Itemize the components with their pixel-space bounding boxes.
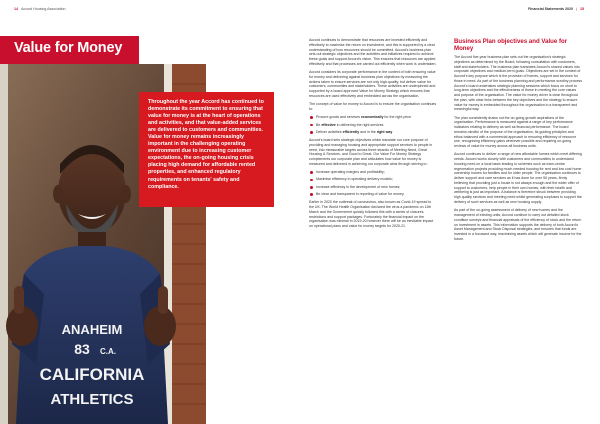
callout-text: Throughout the year Accord has continued to demonstrate its commitment to ensuring that value for money is at the heart of operations and activities, and that value-added services are delivered to customers and communities. Value for money remains increasingly important in the challenging operating environment due to increasing customer expectations, the on-going housing crisis placing high demand for affordable rented properties, and enhanced regulatory requirements on tenants' safety and compliance. — [148, 99, 264, 190]
list-item — [309, 123, 437, 128]
vfm-concept-list — [309, 115, 437, 134]
section-heading: Business Plan objectives and Value for Money — [454, 38, 568, 52]
header-left — [14, 7, 66, 11]
bullet-text: Procure goods and services — [316, 115, 361, 120]
bullet-text: Increase efficiency in the development of new homes; — [316, 184, 401, 189]
list-item — [309, 185, 437, 190]
list-item — [309, 170, 437, 175]
page-number-left: 14 — [14, 7, 18, 11]
bullet-bold: efficiently — [342, 129, 360, 134]
bullet-icon — [310, 171, 313, 174]
bullet-icon — [310, 116, 313, 119]
col1-paragraph-5: Earlier in 2020 the outbreak of coronavirus, also known as Covid-19 spread to the UK. The World Health Organisation declared the virus a pandemic on 11th March and the Government quickly followed this with a series of closures, restrictions and support packages. Fortunately the financial impact on the organisation was minimal in 2019-20 however there will be an inevitable impact on operational plans and value for money targets for 2020-21. — [309, 200, 434, 229]
bullet-text: Be clear and transparent in reporting of value for money. — [316, 191, 405, 196]
page-number-right: 15 — [580, 7, 584, 11]
vfm-strategy-list — [309, 170, 437, 197]
bullet-bold: economically — [360, 115, 384, 120]
col1-paragraph-4: Accord's board sets strategic objectives which translate our core purpose of providing and managing housing and appropriate support services to people in need, into measurable targets across three strands of Meeting Need, Great Housing & Services, and Good to Great. Our Value For Money Strategy complements our corporate plan and articulates how value for money is measured and delivered in achieving our corporate aims through striving to: — [309, 138, 433, 166]
title-bar — [0, 36, 139, 64]
jersey-text-number: 83 — [74, 341, 90, 357]
col1-paragraph-2: Accord considers its corporate performance in the context of both ensuring value for money and delivering against business plan objectives by measuring the actions taken to ensure services are not only high-quality, but deliver value for customers, communities and stakeholders. These activities are underpinned and supported by a board approved Value for Money Strategy which ensures that resources are used effectively and embedded across the organisation. — [309, 70, 436, 98]
bullet-bold: right way — [376, 129, 393, 134]
list-item — [309, 177, 437, 182]
list-item — [309, 115, 437, 120]
bullet-icon — [310, 131, 313, 134]
col1-paragraph-3: The concept of value for money to Accord is to ensure the organisation continues to: — [309, 102, 437, 111]
bullet-text: in delivering the right services — [335, 122, 384, 127]
text-column-2 — [454, 38, 582, 245]
bullet-icon — [310, 124, 313, 127]
bullet-text: Maximise efficiency in operating delivery models; — [316, 177, 393, 182]
header-title: Financial Statements 2020 — [528, 7, 574, 11]
bullet-icon — [310, 186, 313, 189]
header-right — [528, 7, 584, 11]
col2-paragraph-1: The Accord five-year business plan sets out the organisation's strategic objectives as determined by the Board, following consultation with customers, staff and stakeholders. The business plan translates Accord's shared values into corporate objectives and medium-term goals. Objectives are set in the context of Accord's key purpose which is the provision of homes, support and services for those in need. As part of the business planning and performance scrutiny process Accord's board undertakes strategic planning sessions which focus on short to long-term objectives and the effectiveness of these in meeting the core values and purpose of the organisation. The value for money driver is clear throughout the plan, with clear links between the key objectives and the strategy to ensure value for money is embedded throughout the organisation in a transparent and meaningful way. — [454, 55, 582, 112]
text-column-1 — [309, 38, 437, 232]
list-item — [309, 192, 437, 197]
col2-paragraph-3: Accord continues to deliver a range of new affordable homes which meet differing needs. Accord works closely with customers and communities to understand housing need on a local basis leading to schemes such as town-centre regeneration projects providing much needed housing for rent and low cost home ownership homes for families and for older people. The organisation continues to deliver support and care services as it has done for over 50 years, firmly believing that providing just a house is not always enough and the wider offer of support to customers, help people in their own homes, with their health and wellbeing is just as important. A balance is therefore struck between providing high quality services and meeting need whilst generating surpluses to support the delivery of such services as well as new housing supply. — [454, 152, 582, 204]
bullet-bold: effective — [321, 122, 336, 127]
jersey-text-anaheim: ANAHEIM — [61, 322, 123, 337]
jersey-text-athletics: ATHLETICS — [50, 391, 134, 408]
bullet-icon — [310, 193, 313, 196]
page-title: Value for Money — [14, 40, 123, 56]
col2-paragraph-4: As part of the on-going assessment of delivery of new homes and the management of existing units, Accord continue to carry out detailed stock condition surveys and financial appraisals of the efficiency of stock and the return on investment in assets. This information supports the delivery of both Accord's Asset Management and Stock Disposal strategies, and ensures that funds are invested in a focussed way, maximising assets which will generate income for the future. — [454, 208, 582, 241]
jersey-text-letters: C.A. — [100, 347, 116, 356]
header-org: Accord Housing Association — [21, 7, 66, 11]
bullet-text: Be — [316, 122, 322, 127]
bullet-icon — [310, 179, 313, 182]
intro-callout — [139, 92, 274, 207]
jersey-text-california: CALIFORNIA — [39, 365, 145, 384]
col2-paragraph-2: The plan consistently draws out the on-going growth aspirations of the organisation. Performance is measured against a range of key performance indicators relating to delivery as well as financial performance. The board remains mindful of the purpose of the organisation, its guiding principles and ethos balanced with a commercial approach to ensuring efficiency of resource use, recognising efficiency gains wherever possible and requiring on-going reviews of value for money across all business units. — [454, 115, 577, 149]
bullet-text: for the right price — [383, 115, 412, 120]
bullet-text: Increase operating margins and profitability; — [316, 170, 385, 175]
col1-paragraph-1: Accord continues to demonstrate that resources are invested efficiently and effectively to maximise the return on investment, and this is supported by a clear understanding of how resources should be committed. Accord's business plan sets out strategic objectives and the activities and initiatives required to achieve these goals and support Accord's vision. This ensures that resources are applied effectively and that processes are carried out efficiently when work is undertaken. — [309, 38, 437, 66]
bullet-text: Deliver activities — [316, 129, 343, 134]
header-divider: | — [576, 7, 577, 11]
bullet-text: and in the — [359, 129, 377, 134]
list-item — [309, 130, 437, 135]
